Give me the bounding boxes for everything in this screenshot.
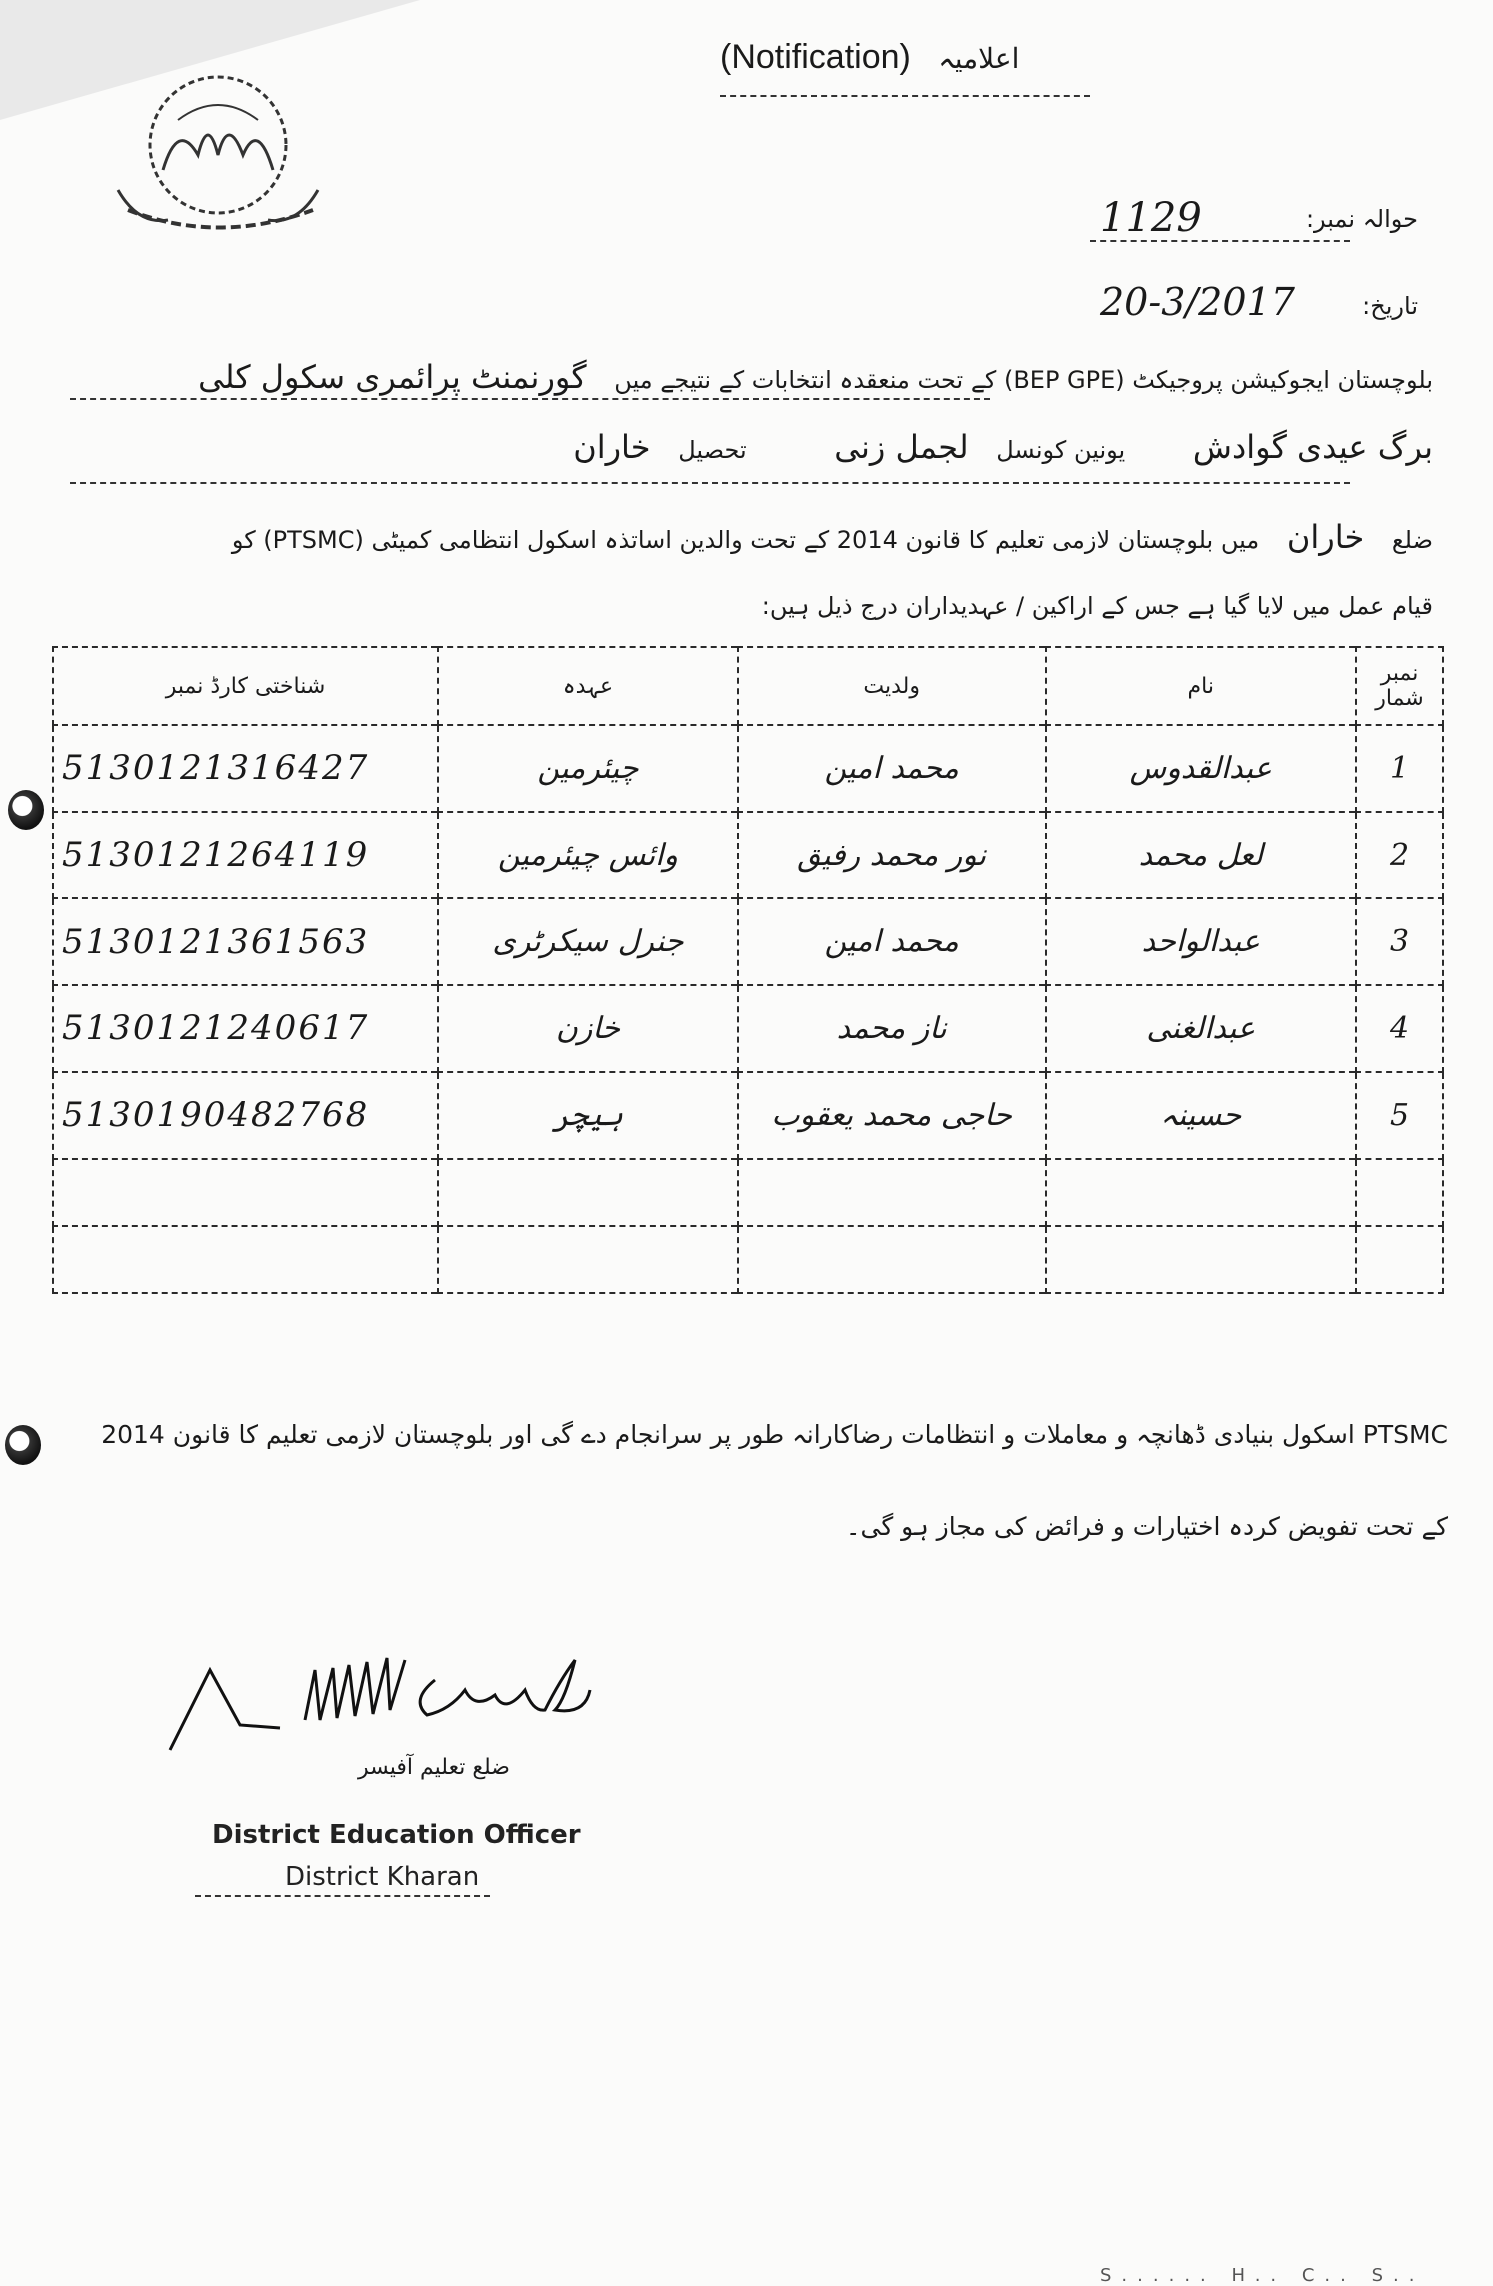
header-father-name: ولدیت (738, 647, 1046, 725)
cell-father-name: حاجی محمد یعقوب (738, 1072, 1046, 1159)
cell-cnic: 5130121361563 (53, 898, 438, 985)
reference-label: حوالہ نمبر: (1305, 205, 1418, 233)
table-row (53, 812, 1443, 899)
cell-cnic: 5130190482768 (53, 1072, 438, 1159)
closing-line-2: کے تحت تفویض کردہ اختیارات و فرائض کی مجاز ہو گی۔ (845, 1512, 1448, 1541)
table-row-empty (53, 1226, 1443, 1293)
village-name: برگ عیدی گوادش (1192, 428, 1433, 466)
table-row (53, 1072, 1443, 1159)
intro-line-2-rule (70, 482, 1350, 484)
cell-name: عبدالواحد (1046, 898, 1357, 985)
table-row (53, 898, 1443, 985)
school-name: گورنمنٹ پرائمری سکول کلی (198, 358, 587, 396)
cell-name: حسینہ (1046, 1072, 1357, 1159)
cell-designation: جنرل سیکرٹری (438, 898, 738, 985)
header-name: نام (1046, 647, 1357, 725)
intro-line-1-rule (70, 398, 990, 400)
notification-heading (720, 38, 1100, 77)
cell-designation: وائس چیئرمین (438, 812, 738, 899)
stamp-underline (195, 1895, 490, 1897)
union-council-value: لجمل زنی (834, 428, 969, 466)
heading-urdu: اعلامیہ (938, 43, 1020, 74)
intro-line-1 (53, 358, 1433, 396)
table-row-empty (53, 1159, 1443, 1226)
reference-number: 1129 (1100, 195, 1202, 241)
intro-line-3-text: میں بلوچستان لازمی تعلیم کا قانون 2014 کے تحت والدین اساتذہ اسکول انتظامی کمیٹی (PTSMC) کو (231, 526, 1260, 554)
tehsil-value: خاران (573, 428, 651, 466)
reference-underline (1090, 240, 1350, 242)
cell-serial: 4 (1356, 985, 1443, 1072)
table-header-row (53, 647, 1443, 725)
closing-line-1: PTSMC اسکول بنیادی ڈھانچہ و معاملات و انتظامات رضاکارانہ طور پر سرانجام دے گی اور بلوچستان لازمی تعلیم کا قانون 2014 (101, 1420, 1448, 1449)
header-designation: عہدہ (438, 647, 738, 725)
date-value: 20-3/2017 (1100, 280, 1295, 324)
punch-hole (5, 1425, 41, 1465)
intro-line-2 (53, 428, 1433, 466)
heading-underline (720, 95, 1090, 97)
cell-designation: چیئرمین (438, 725, 738, 812)
cell-serial: 1 (1356, 725, 1443, 812)
cell-name: عبدالغنی (1046, 985, 1357, 1072)
cell-serial: 2 (1356, 812, 1443, 899)
stamp-title: District Education Officer (212, 1820, 581, 1850)
union-council-label: یونین کونسل (996, 436, 1126, 464)
district-value: خاران (1286, 518, 1365, 556)
district-label: ضلع (1391, 526, 1433, 554)
header-serial: نمبر شمار (1356, 647, 1443, 725)
members-table (52, 646, 1444, 1294)
cell-cnic: 5130121240617 (53, 985, 438, 1072)
stamp-district: District Kharan (285, 1862, 480, 1892)
cell-father-name: ناز محمد (738, 985, 1046, 1072)
cell-cnic: 5130121316427 (53, 725, 438, 812)
cell-father-name: محمد امین (738, 898, 1046, 985)
cell-serial: 5 (1356, 1072, 1443, 1159)
cell-name: لعل محمد (1046, 812, 1357, 899)
cell-father-name: نور محمد رفیق (738, 812, 1046, 899)
intro-line-4: قیام عمل میں لایا گیا ہے جس کے اراکین / عہدیداران درج ذیل ہیں: (761, 592, 1433, 620)
punch-hole (8, 790, 44, 830)
cell-designation: ہیچر (438, 1072, 738, 1159)
stamp-urdu-text: ضلع تعلیم آفیسر (358, 1755, 510, 1780)
cell-cnic: 5130121264119 (53, 812, 438, 899)
cell-designation: خازن (438, 985, 738, 1072)
emblem-seal-icon (108, 60, 333, 240)
tehsil-label: تحصیل (678, 436, 747, 464)
header-cnic: شناختی کارڈ نمبر (53, 647, 438, 725)
cell-serial: 3 (1356, 898, 1443, 985)
date-label: تاریخ: (1362, 292, 1418, 320)
table-row (53, 985, 1443, 1072)
intro-printed-text: بلوچستان ایجوکیشن پروجیکٹ (BEP GPE) کے تحت منعقدہ انتخابات کے نتیجے میں (614, 366, 1433, 394)
cell-father-name: محمد امین (738, 725, 1046, 812)
heading-english: (Notification) (720, 38, 911, 76)
signature-scribble (165, 1640, 605, 1760)
footer-text: S...... H.. C.. S.. (1100, 2265, 1425, 2286)
cell-name: عبدالقدوس (1046, 725, 1357, 812)
intro-line-3 (53, 518, 1433, 556)
table-row (53, 725, 1443, 812)
